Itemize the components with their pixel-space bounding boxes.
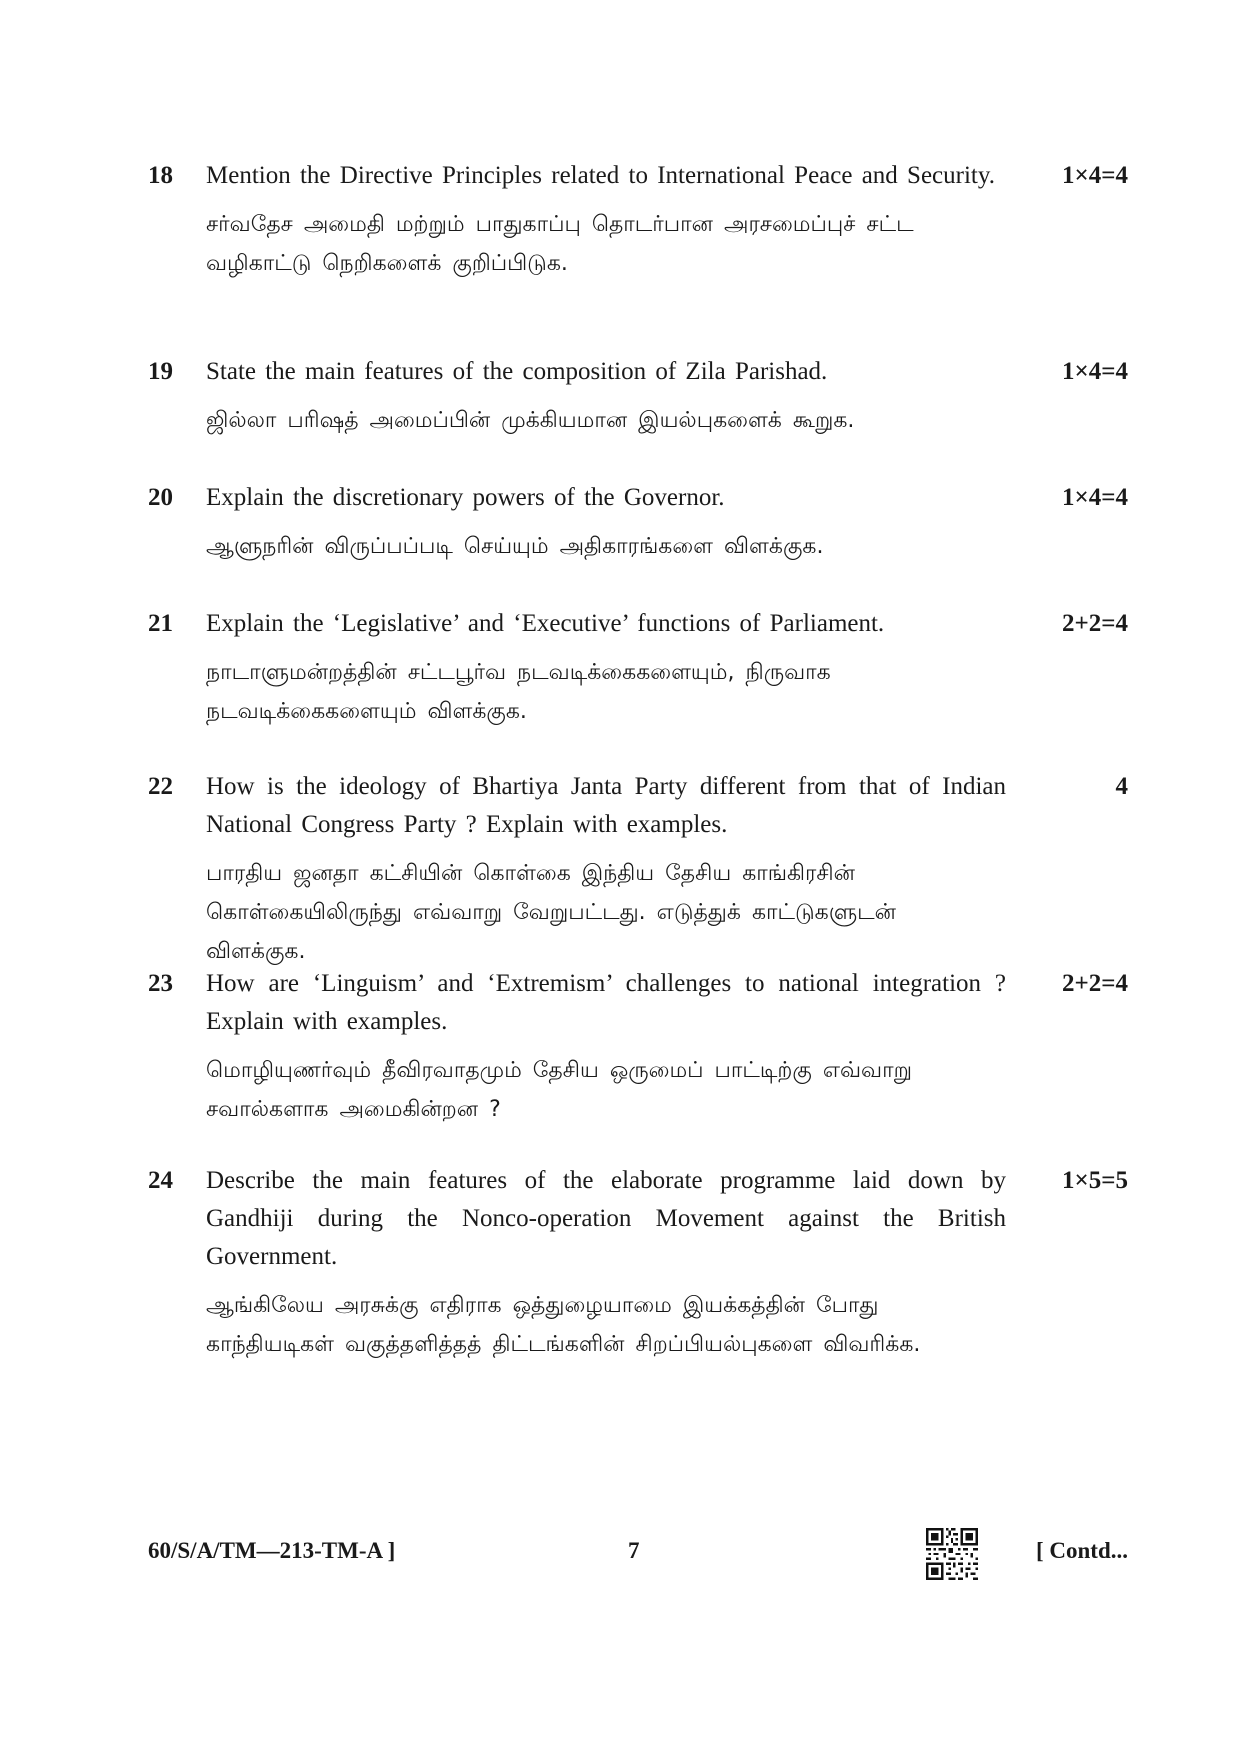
question-number: 24 (148, 1167, 173, 1194)
qr-code-icon (926, 1528, 978, 1580)
question-body (206, 157, 1006, 283)
question-body (206, 479, 1006, 566)
question-text-tamil: சர்வதேச அமைதி மற்றும் பாதுகாப்பு தொடர்பான அரசமைப்புச் சட்ட வழிகாட்டு நெறிகளைக் குறிப்பிடுக. (206, 212, 914, 276)
question-text-english: Mention the Directive Principles related to International Peace and Security. (206, 162, 995, 189)
question-marks: 4 (1115, 773, 1128, 800)
question-text-tamil: பாரதிய ஜனதா கட்சியின் கொள்கை இந்திய தேசிய காங்கிரசின் கொள்கையிலிருந்து எவ்வாறு வேறுபட்டது. எடுத்துக் காட்டுகளுடன் விளக்குக. (206, 861, 896, 964)
question-text-tamil: ஆங்கிலேய அரசுக்கு எதிராக ஒத்துழையாமை இயக்கத்தின் போது காந்தியடிகள் வகுத்தளித்தத் திட்டங்களின் சிறப்பியல்புகளை விவரிக்க. (206, 1293, 921, 1357)
paper-code: 60/S/A/TM—213-TM-A ] (148, 1538, 396, 1563)
question-body (206, 768, 1006, 971)
question-text-english: How are ‘Linguism’ and ‘Extremism’ challenges to national integration ? Explain with examples. (206, 970, 1006, 1035)
question-number: 21 (148, 610, 173, 637)
question-text-english: Describe the main features of the elaborate programme laid down by Gandhiji during the Nonco-operation Movement against the British Government. (206, 1167, 1006, 1270)
question-body (206, 353, 1006, 440)
question-text-tamil: ஜில்லா பரிஷத் அமைப்பின் முக்கியமான இயல்புகளைக் கூறுக. (206, 408, 855, 433)
question-marks: 2+2=4 (1062, 610, 1128, 637)
question-text-tamil: நாடாளுமன்றத்தின் சட்டபூர்வ நடவடிக்கைகளையும், நிருவாக நடவடிக்கைகளையும் விளக்குக. (206, 660, 831, 724)
question-text-english: Explain the discretionary powers of the Governor. (206, 484, 725, 511)
page-number: 7 (628, 1538, 640, 1563)
question-body (206, 965, 1006, 1129)
question-text-tamil: மொழியுணர்வும் தீவிரவாதமும் தேசிய ஒருமைப் பாட்டிற்கு எவ்வாறு சவால்களாக அமைகின்றன ? (206, 1058, 912, 1122)
question-marks: 1×5=5 (1062, 1167, 1128, 1194)
page-footer (148, 1533, 1128, 1583)
question-text-english: State the main features of the composition of Zila Parishad. (206, 358, 828, 385)
question-number: 20 (148, 484, 173, 511)
question-number: 22 (148, 773, 173, 800)
question-marks: 1×4=4 (1062, 162, 1128, 189)
question-text-tamil: ஆளுநரின் விருப்பப்படி செய்யும் அதிகாரங்களை விளக்குக. (206, 534, 824, 559)
continued-label: [ Contd... (1035, 1538, 1128, 1563)
question-text-english: How is the ideology of Bhartiya Janta Party different from that of Indian National Congress Party ? Explain with examples. (206, 773, 1006, 838)
question-text-english: Explain the ‘Legislative’ and ‘Executive’ functions of Parliament. (206, 610, 885, 637)
question-marks: 1×4=4 (1062, 484, 1128, 511)
question-number: 18 (148, 162, 173, 189)
question-marks: 2+2=4 (1062, 970, 1128, 997)
question-number: 19 (148, 358, 173, 385)
question-marks: 1×4=4 (1062, 358, 1128, 385)
question-body (206, 605, 1006, 731)
question-body (206, 1162, 1006, 1364)
question-number: 23 (148, 970, 173, 997)
